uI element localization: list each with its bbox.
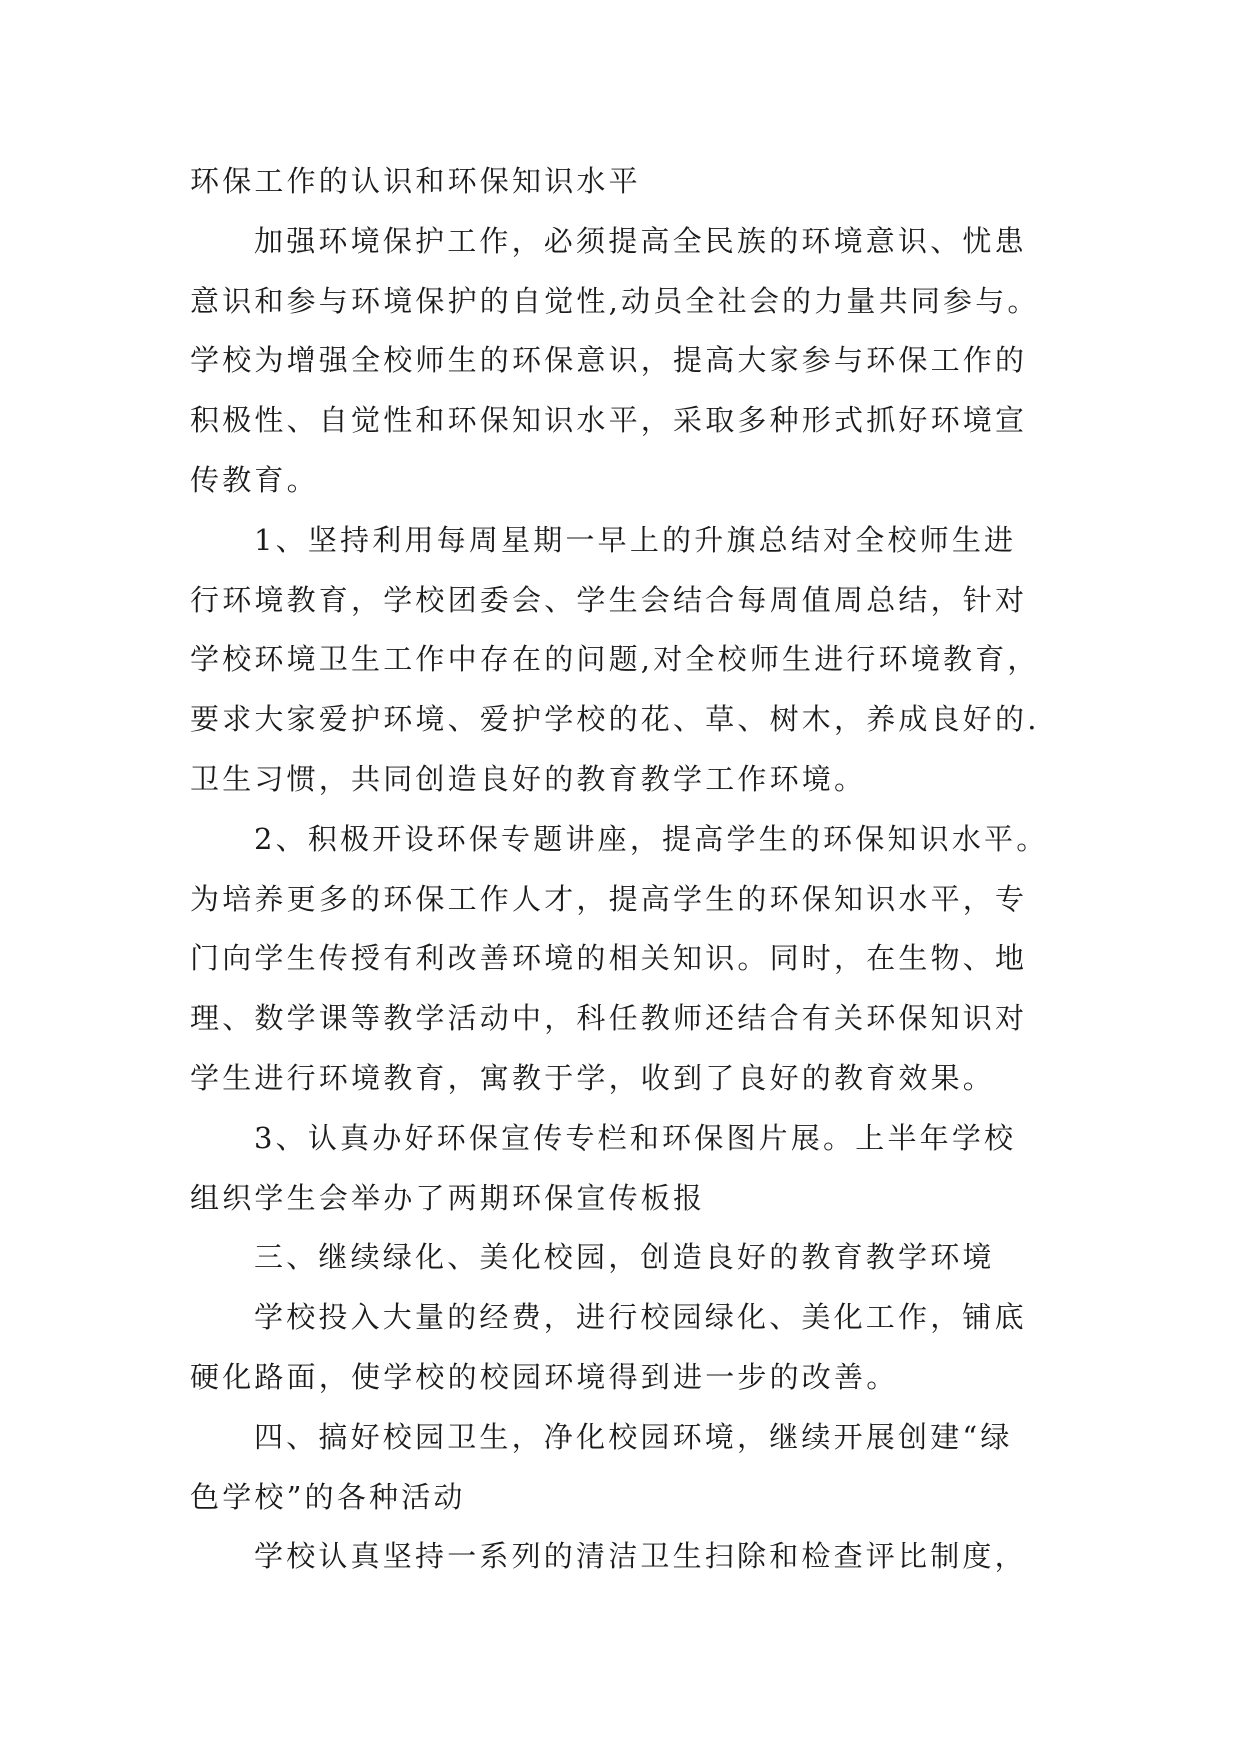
text-line: 组织学生会举办了两期环保宣传板报 <box>190 1180 706 1215</box>
text-line: 积极性、自觉性和环保知识水平，采取多种形式抓好环境宣 <box>190 403 1028 438</box>
text-line: 意识和参与环境保护的自觉性,动员全社会的力量共同参与。 <box>190 283 1040 318</box>
text-line: 理、数学课等教学活动中，科任教师还结合有关环保知识对 <box>190 1001 1028 1036</box>
paragraph-first-line: 1、坚持利用每周星期一早上的升旗总结对全校师生进 <box>254 522 1017 557</box>
text-line: 环保工作的认识和环保知识水平 <box>190 164 641 198</box>
paragraph-first-line: 2、积极开设环保专题讲座，提高学生的环保知识水平。 <box>254 821 1049 856</box>
paragraph-first-line: 加强环境保护工作，必须提高全民族的环境意识、忧患 <box>254 223 1027 258</box>
text-line: 行环境教育，学校团委会、学生会结合每周值周总结，针对 <box>190 582 1028 617</box>
section-heading: 四、搞好校园卫生，净化校园环境，继续开展创建“绿 <box>254 1419 1013 1454</box>
text-line: 学生进行环境教育，寓教于学，收到了良好的教育效果。 <box>190 1060 996 1095</box>
section-heading: 三、继续绿化、美化校园，创造良好的教育教学环境 <box>254 1240 995 1275</box>
text-line: 色学校”的各种活动 <box>190 1479 466 1514</box>
text-line: 为培养更多的环保工作人才，提高学生的环保知识水平，专 <box>190 881 1028 916</box>
text-line: 学校为增强全校师生的环保意识，提高大家参与环保工作的 <box>190 343 1028 378</box>
paragraph-first-line: 学校认真坚持一系列的清洁卫生扫除和检查评比制度， <box>254 1539 1027 1574</box>
text-line: 学校环境卫生工作中存在的问题,对全校师生进行环境教育， <box>190 642 1040 677</box>
paragraph-first-line: 3、认真办好环保宣传专栏和环保图片展。上半年学校 <box>254 1120 1017 1155</box>
text-line: 卫生习惯，共同创造良好的教育教学工作环境。 <box>190 761 867 796</box>
document-body <box>190 152 1090 1587</box>
text-line: 硬化路面，使学校的校园环境得到进一步的改善。 <box>190 1359 899 1394</box>
text-line: 传教育。 <box>190 462 319 497</box>
paragraph-first-line: 学校投入大量的经费，进行校园绿化、美化工作，铺底 <box>254 1300 1027 1335</box>
text-line: 门向学生传授有利改善环境的相关知识。同时，在生物、地 <box>190 941 1028 976</box>
text-line: 要求大家爱护环境、爱护学校的花、草、树木，养成良好的. <box>190 702 1040 737</box>
